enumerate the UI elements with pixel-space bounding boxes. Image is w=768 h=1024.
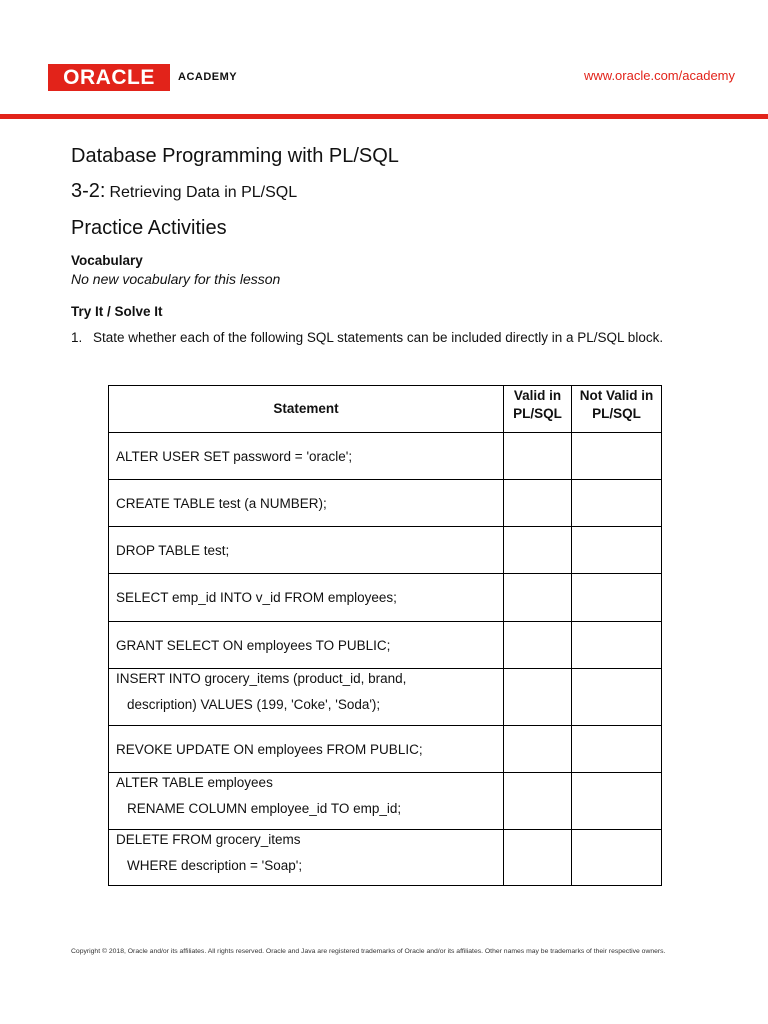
statement-line-1: DELETE FROM grocery_items: [116, 832, 301, 847]
statement-table: [108, 385, 662, 886]
table-row: [109, 669, 662, 726]
header-not-valid: [572, 386, 662, 433]
academy-label: ACADEMY: [178, 71, 238, 83]
header-valid-line2: PL/SQL: [513, 406, 562, 421]
table-row: [109, 773, 662, 830]
valid-cell[interactable]: [504, 622, 572, 669]
question-number: 1.: [71, 330, 83, 345]
lesson-number: 3-2:: [71, 180, 106, 202]
statement-line-1: INSERT INTO grocery_items (product_id, brand,: [116, 671, 407, 686]
statement-line-1: ALTER TABLE employees: [116, 775, 273, 790]
valid-cell[interactable]: [504, 574, 572, 622]
statement-cell: GRANT SELECT ON employees TO PUBLIC;: [109, 622, 504, 669]
header-valid-line1: Valid in: [513, 388, 562, 403]
statement-line-2: WHERE description = 'Soap';: [127, 858, 303, 873]
page-header: [0, 0, 768, 118]
valid-cell[interactable]: [504, 669, 572, 726]
lesson-heading: [71, 180, 297, 203]
try-it-heading: Try It / Solve It: [71, 304, 163, 319]
vocabulary-heading: Vocabulary: [71, 253, 143, 268]
question-1: [71, 330, 663, 345]
header-statement: Statement: [109, 386, 504, 433]
header-not-valid-line2: PL/SQL: [592, 406, 641, 421]
table-row: [109, 622, 662, 669]
table-row: [109, 433, 662, 480]
not-valid-cell[interactable]: [572, 830, 662, 886]
table-row: [109, 830, 662, 886]
statement-cell: [109, 830, 504, 886]
table-row: [109, 480, 662, 527]
statement-cell: ALTER USER SET password = 'oracle';: [109, 433, 504, 480]
table-header-row: [109, 386, 662, 433]
valid-cell[interactable]: [504, 433, 572, 480]
section-heading: Practice Activities: [71, 217, 227, 239]
not-valid-cell[interactable]: [572, 574, 662, 622]
statement-cell: REVOKE UPDATE ON employees FROM PUBLIC;: [109, 726, 504, 773]
table-row: [109, 574, 662, 622]
statement-cell: CREATE TABLE test (a NUMBER);: [109, 480, 504, 527]
not-valid-cell[interactable]: [572, 622, 662, 669]
not-valid-cell[interactable]: [572, 726, 662, 773]
copyright-footer: Copyright © 2018, Oracle and/or its affiliates. All rights reserved. Oracle and Java are registered trademarks of Oracle and/or its affiliates. Other names may be trademarks of their respective owners.: [71, 948, 666, 955]
statement-cell: SELECT emp_id INTO v_id FROM employees;: [109, 574, 504, 622]
statement-cell: [109, 669, 504, 726]
not-valid-cell[interactable]: [572, 773, 662, 830]
header-divider: [0, 114, 768, 119]
lesson-title: Retrieving Data in PL/SQL: [109, 184, 298, 201]
statement-line-2: RENAME COLUMN employee_id TO emp_id;: [127, 801, 402, 816]
header-valid: [504, 386, 572, 433]
question-text: State whether each of the following SQL statements can be included directly in a PL/SQL block.: [93, 330, 664, 345]
valid-cell[interactable]: [504, 830, 572, 886]
table-row: [109, 527, 662, 574]
vocabulary-text: No new vocabulary for this lesson: [71, 271, 281, 287]
header-not-valid-line1: Not Valid in: [579, 388, 654, 403]
not-valid-cell[interactable]: [572, 527, 662, 574]
statement-cell: DROP TABLE test;: [109, 527, 504, 574]
valid-cell[interactable]: [504, 480, 572, 527]
statement-line-2: description) VALUES (199, 'Coke', 'Soda');: [127, 697, 381, 712]
doc-title: Database Programming with PL/SQL: [71, 145, 399, 167]
valid-cell[interactable]: [504, 726, 572, 773]
valid-cell[interactable]: [504, 527, 572, 574]
not-valid-cell[interactable]: [572, 480, 662, 527]
academy-url-link[interactable]: www.oracle.com/academy: [584, 68, 735, 83]
oracle-logo: ORACLE: [48, 64, 170, 91]
table-row: [109, 726, 662, 773]
not-valid-cell[interactable]: [572, 433, 662, 480]
not-valid-cell[interactable]: [572, 669, 662, 726]
statement-cell: [109, 773, 504, 830]
valid-cell[interactable]: [504, 773, 572, 830]
